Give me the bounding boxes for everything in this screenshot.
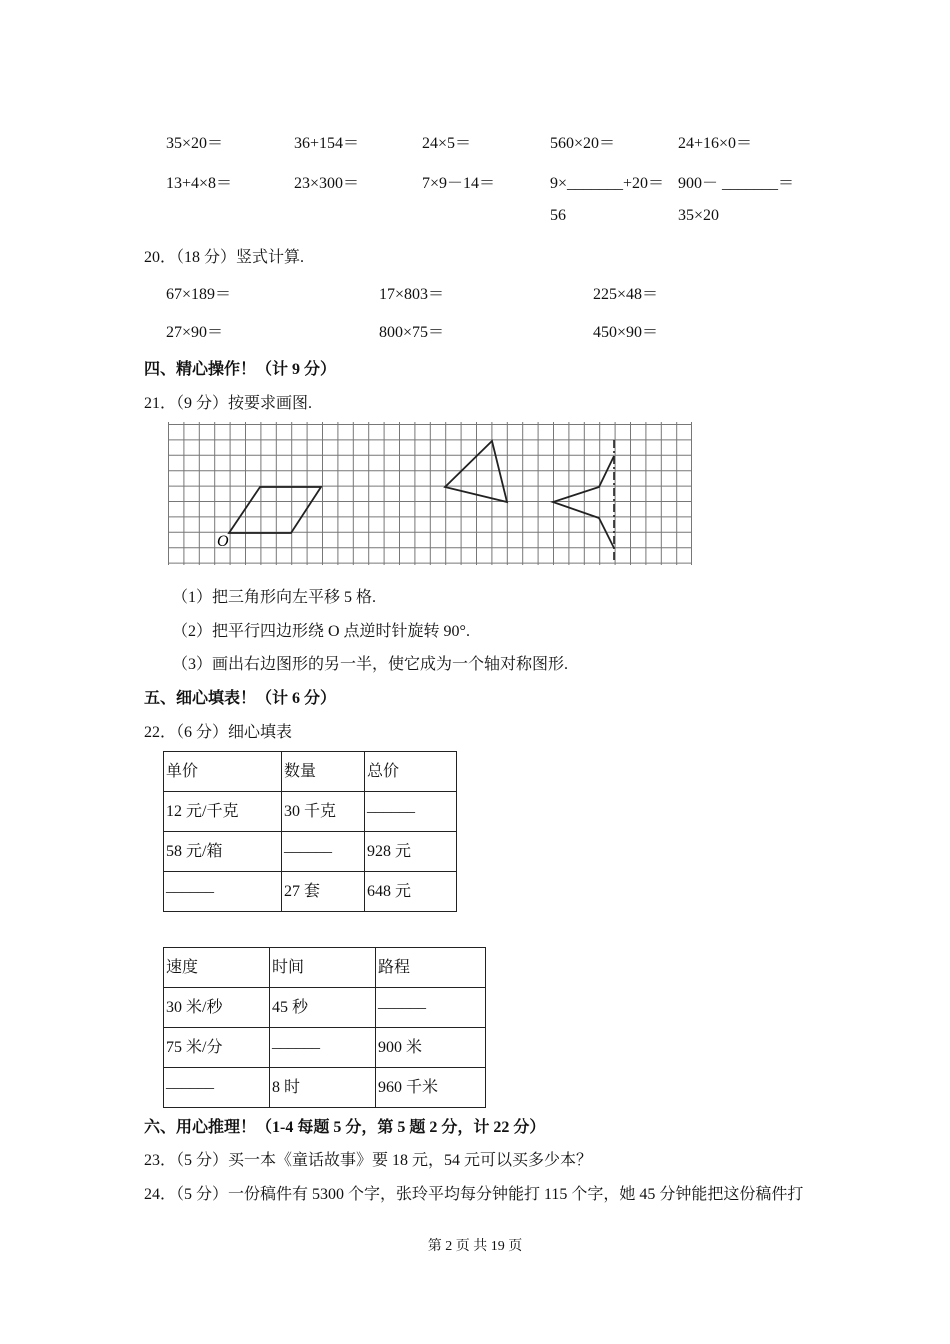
table-cell: ______ [365,792,457,832]
table-header: 路程 [376,948,486,988]
table-cell: ______ [164,872,282,912]
grid-lines [168,422,692,565]
table-header: 数量 [282,752,365,792]
calc-item: 7×9－14＝ [422,175,496,192]
table-cell: ______ [376,988,486,1028]
calc-item: 24×5＝ [422,135,472,152]
calc-item: 450×90＝ [593,324,659,341]
table-cell: ______ [282,832,365,872]
calc-item: 36+154＝ [294,135,360,152]
q21-title: 21．（9 分）按要求画图. [144,395,313,412]
calc-item: 35×20＝ [166,135,224,152]
table-header: 单价 [164,752,282,792]
page-footer: 第 2 页 共 19 页 [427,1239,523,1254]
calc-item: 56 [550,207,566,224]
table-cell: 928 元 [365,832,457,872]
table-cell: 30 米/秒 [164,988,270,1028]
q24-text: 24．（5 分）一份稿件有 5300 个字，张玲平均每分钟能打 115 个字，她 45 分钟能把这份稿件打 [144,1186,804,1203]
table-cell: 900 米 [376,1028,486,1068]
calc-item: 800×75＝ [379,324,445,341]
calc-item: 24+16×0＝ [678,135,753,152]
calc-item: 13+4×8＝ [166,175,233,192]
calc-item: 900－ _______＝ [678,175,795,192]
q21-item-2: （2）把平行四边形绕 O 点逆时针旋转 90°. [172,623,470,640]
q20-title: 20．（18 分）竖式计算. [144,249,305,266]
speed-table [163,947,486,1108]
calc-item: 35×20 [678,207,720,224]
section-heading: 五、细心填表！（计 6 分） [144,690,337,707]
calc-item: 17×803＝ [379,286,445,303]
q22-title: 22．（6 分）细心填表 [144,724,293,741]
calc-item: 27×90＝ [166,324,224,341]
table-cell: 75 米/分 [164,1028,270,1068]
table-cell: ______ [164,1068,270,1108]
price-table [163,751,457,912]
table-header: 总价 [365,752,457,792]
table-cell: 27 套 [282,872,365,912]
table-cell: 12 元/千克 [164,792,282,832]
table-cell: 8 时 [270,1068,376,1108]
calc-item: 225×48＝ [593,286,659,303]
q21-item-1: （1）把三角形向左平移 5 格. [172,589,377,606]
section-heading: 四、精心操作！（计 9 分） [144,361,337,378]
drawing-grid [168,422,692,566]
calc-item: 9×_______+20＝ [550,175,665,192]
table-cell: 45 秒 [270,988,376,1028]
table-cell: 960 千米 [376,1068,486,1108]
origin-label: O [217,533,229,550]
table-cell: 58 元/箱 [164,832,282,872]
q21-item-3: （3）画出右边图形的另一半，使它成为一个轴对称图形. [172,656,569,673]
section-heading: 六、用心推理！（1-4 每题 5 分，第 5 题 2 分，计 22 分） [144,1119,546,1136]
table-header: 速度 [164,948,270,988]
calc-item: 560×20＝ [550,135,616,152]
table-cell: ______ [270,1028,376,1068]
table-cell: 30 千克 [282,792,365,832]
table-header: 时间 [270,948,376,988]
calc-item: 67×189＝ [166,286,232,303]
q23-text: 23．（5 分）买一本《童话故事》要 18 元，54 元可以买多少本？ [144,1152,593,1169]
calc-item: 23×300＝ [294,175,360,192]
table-cell: 648 元 [365,872,457,912]
